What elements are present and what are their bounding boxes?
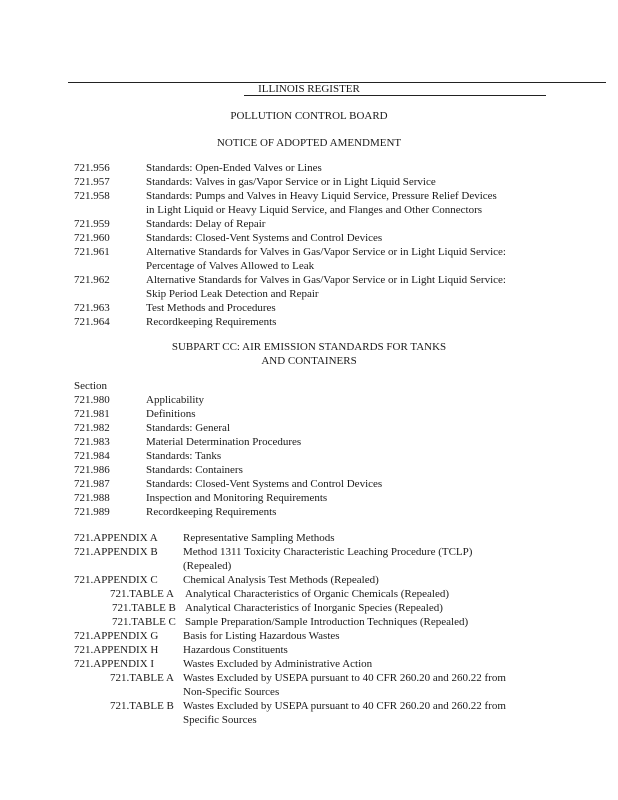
table-number: 721.TABLE C (112, 616, 176, 628)
appendix-title: Representative Sampling Methods (183, 532, 335, 544)
subpart-heading-continued: AND CONTAINERS (261, 355, 357, 367)
appendix-title: Hazardous Constituents (183, 644, 288, 656)
appendix-number: 721.APPENDIX B (74, 546, 158, 558)
section-title: Standards: Closed-Vent Systems and Control Devices (146, 478, 383, 490)
section-number: 721.983 (74, 436, 110, 448)
section-title-continued: Percentage of Valves Allowed to Leak (146, 260, 315, 272)
section-number: 721.984 (74, 450, 110, 462)
section-title: Alternative Standards for Valves in Gas/Vapor Service or in Light Liquid Service: (146, 274, 506, 286)
section-number: 721.957 (74, 176, 110, 188)
section-title: Alternative Standards for Valves in Gas/Vapor Service or in Light Liquid Service: (146, 246, 506, 258)
section-number: 721.980 (74, 394, 110, 406)
register-title: ILLINOIS REGISTER (258, 83, 360, 95)
appendix-number: 721.APPENDIX A (74, 532, 158, 544)
table-number: 721.TABLE A (110, 588, 174, 600)
section-title: Standards: Pumps and Valves in Heavy Liquid Service, Pressure Relief Devices (146, 190, 497, 202)
section-number: 721.960 (74, 232, 110, 244)
section-number: 721.982 (74, 422, 110, 434)
section-title: Definitions (146, 408, 196, 420)
section-number: 721.987 (74, 478, 110, 490)
appendix-number: 721.APPENDIX G (74, 630, 159, 642)
section-number: 721.964 (74, 316, 110, 328)
section-title: Material Determination Procedures (146, 436, 302, 448)
section-title: Standards: Tanks (146, 450, 222, 462)
table-number: 721.TABLE B (112, 602, 176, 614)
board-title: POLLUTION CONTROL BOARD (230, 110, 388, 122)
table-title-continued: Non-Specific Sources (183, 686, 280, 698)
section-number: 721.962 (74, 274, 110, 286)
section-title: Standards: General (146, 422, 230, 434)
section-title-continued: Skip Period Leak Detection and Repair (146, 288, 319, 300)
section-title: Test Methods and Procedures (146, 302, 276, 314)
subpart-heading: SUBPART CC: AIR EMISSION STANDARDS FOR TANKS (171, 341, 447, 353)
table-title: Wastes Excluded by USEPA pursuant to 40 CFR 260.20 and 260.22 from (183, 700, 506, 712)
table-title: Analytical Characteristics of Organic Chemicals (Repealed) (185, 588, 449, 600)
section-title: Recordkeeping Requirements (146, 506, 277, 518)
section-number: 721.963 (74, 302, 110, 314)
section-title: Recordkeeping Requirements (146, 316, 277, 328)
appendix-title: Method 1311 Toxicity Characteristic Leaching Procedure (TCLP) (183, 546, 473, 558)
section-number: 721.989 (74, 506, 110, 518)
appendix-title-continued: (Repealed) (183, 560, 232, 572)
section-title-continued: in Light Liquid or Heavy Liquid Service, and Flanges and Other Connectors (146, 204, 483, 216)
appendix-number: 721.APPENDIX I (74, 658, 155, 670)
table-title: Wastes Excluded by USEPA pursuant to 40 CFR 260.20 and 260.22 from (183, 672, 506, 684)
notice-title: NOTICE OF ADOPTED AMENDMENT (216, 137, 402, 149)
section-number: 721.958 (74, 190, 110, 202)
table-number: 721.TABLE A (110, 672, 174, 684)
section-number: 721.961 (74, 246, 110, 258)
section-number: 721.986 (74, 464, 110, 476)
section-label: Section (74, 380, 107, 392)
section-number: 721.981 (74, 408, 110, 420)
section-title: Standards: Containers (146, 464, 243, 476)
section-title: Standards: Open-Ended Valves or Lines (146, 162, 322, 174)
appendix-title: Basis for Listing Hazardous Wastes (183, 630, 340, 642)
appendix-title: Chemical Analysis Test Methods (Repealed) (183, 574, 379, 586)
section-number: 721.988 (74, 492, 110, 504)
section-title: Standards: Closed-Vent Systems and Control Devices (146, 232, 383, 244)
appendix-number: 721.APPENDIX H (74, 644, 159, 656)
table-number: 721.TABLE B (110, 700, 174, 712)
section-number: 721.959 (74, 218, 110, 230)
register-underline (244, 95, 546, 96)
section-title: Applicability (146, 394, 205, 406)
table-title-continued: Specific Sources (183, 714, 257, 726)
section-title: Inspection and Monitoring Requirements (146, 492, 328, 504)
table-title: Analytical Characteristics of Inorganic Species (Repealed) (185, 602, 443, 614)
appendix-number: 721.APPENDIX C (74, 574, 158, 586)
section-number: 721.956 (74, 162, 110, 174)
table-title: Sample Preparation/Sample Introduction Techniques (Repealed) (185, 616, 469, 628)
section-title: Standards: Delay of Repair (146, 218, 266, 230)
section-title: Standards: Valves in gas/Vapor Service or in Light Liquid Service (146, 176, 436, 188)
appendix-title: Wastes Excluded by Administrative Action (183, 658, 373, 670)
